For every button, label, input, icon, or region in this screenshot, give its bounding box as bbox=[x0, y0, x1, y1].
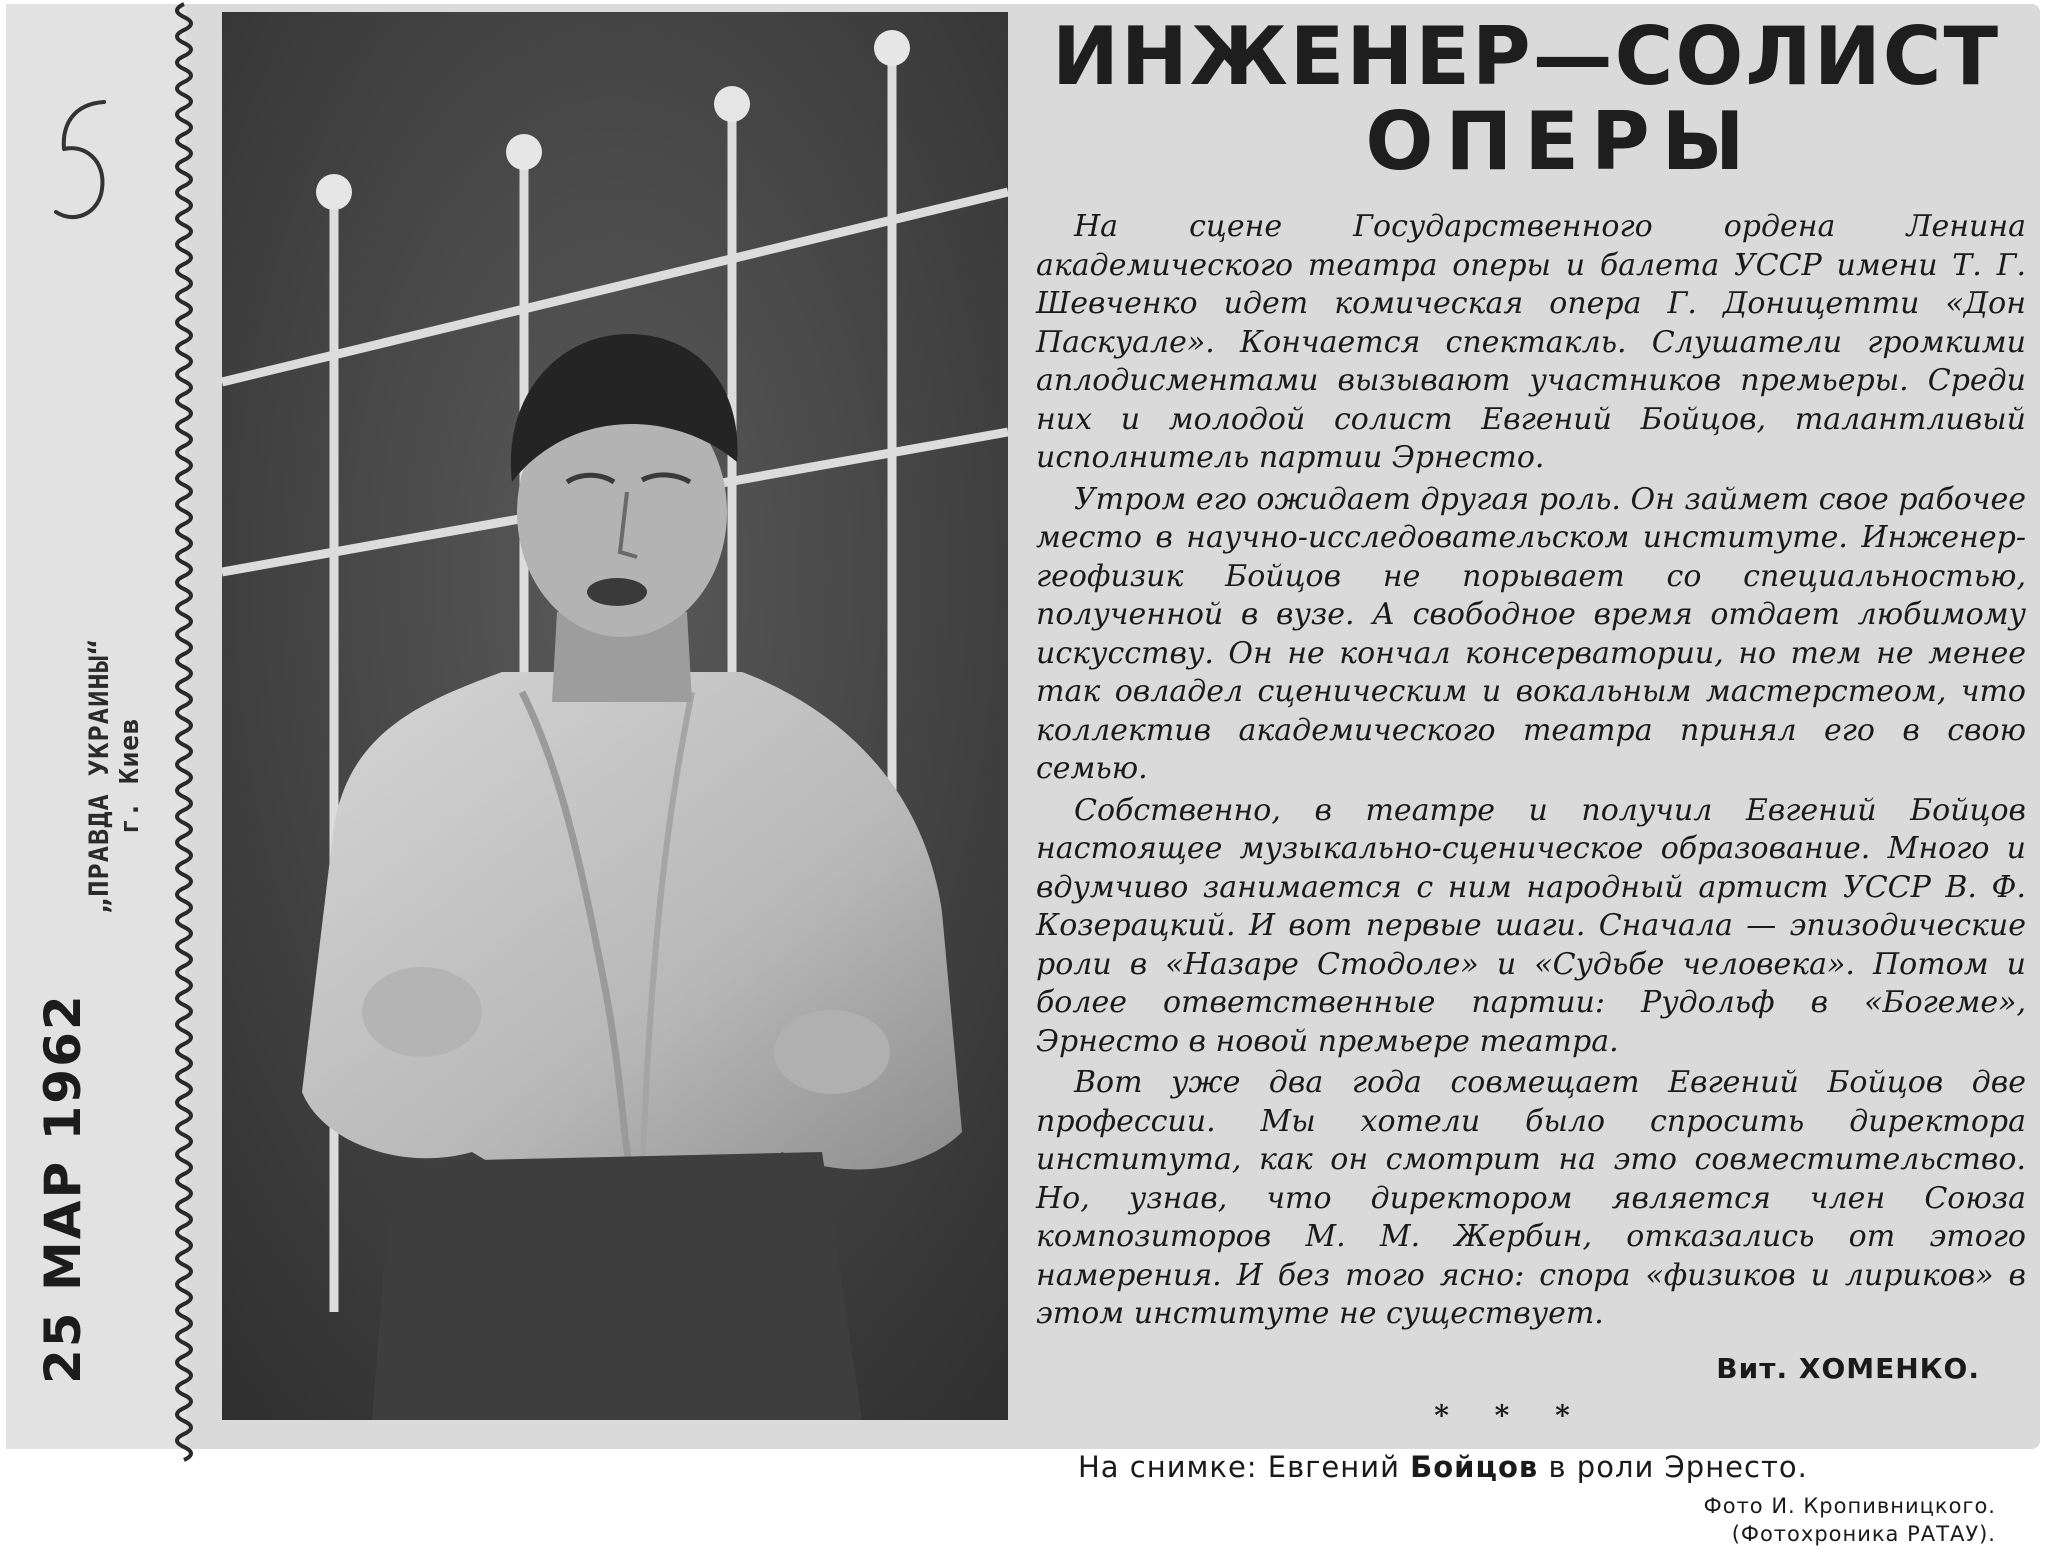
article bbox=[1036, 10, 2026, 1546]
headline-line-2: ОПЕРЫ bbox=[1365, 95, 1757, 188]
separator-stars: * * * bbox=[1434, 1398, 1588, 1432]
date-stamp: 25 МАР 1962 bbox=[34, 993, 92, 1384]
pinking-edge-icon bbox=[166, 4, 202, 1449]
credit-line-1: Фото И. Кропивницкого. bbox=[1703, 1493, 1996, 1518]
source-paper-name: „ПРАВДА УКРАИНЫ“ bbox=[84, 637, 115, 914]
paragraph-1: На сцене Государственного ордена Ленина академического театра оперы и балета УССР имени Т. Г. Шевченко идет комическая опера Г. Доницетти «Дон Паскуале». Кончается спектакль. Слушатели громкими аплодисментами вызывают участников премьеры. Среди них и молодой солист Евгений Бойцов, талантливый исполнитель партии Эрнесто. bbox=[1036, 209, 2026, 475]
photo-credit bbox=[1036, 1492, 2026, 1548]
handwritten-mark bbox=[44, 94, 124, 244]
article-body bbox=[1036, 208, 2026, 1334]
author-signature: Вит. ХОМЕНКО. bbox=[1716, 1351, 1980, 1385]
newspaper-clipping bbox=[6, 4, 2040, 1546]
caption-suffix: в роли Эрнесто. bbox=[1548, 1449, 1808, 1484]
headline-line-1: ИНЖЕНЕР—СОЛИСТ bbox=[1051, 10, 2001, 103]
paragraph-4: Вот уже два года совмещает Евгений Бойцов две профессии. Мы хотели было спросить директора института, как он смотрит на это совместительство. Но, узнав, что директором является член Союза композиторов М. М. Жербин, отказались от этого намерения. И без того ясно: спора «физиков и лириков» в этом институте не существует. bbox=[1036, 1065, 2026, 1331]
source-city: г. Киев bbox=[115, 717, 145, 834]
photo-caption bbox=[1036, 1450, 2026, 1484]
caption-prefix: На снимке: Евгений bbox=[1078, 1449, 1400, 1484]
caption-name: Бойцов bbox=[1410, 1449, 1539, 1484]
photo-illustration-icon bbox=[222, 12, 1008, 1420]
paragraph-2: Утром его ожидает другая роль. Он займет свое рабочее место в научно-исследовательском институте. Инженер-геофизик Бойцов не порывает со специальностью, полученной в вузе. А свободное время отдает любимому искусству. Он не кончал консерватории, но тем не менее так овладел сценическим и вокальным мастерстеом, что коллектив академического театра принял его в свою семью. bbox=[1036, 481, 2026, 786]
source-stamp bbox=[84, 434, 154, 914]
paragraph-3: Собственно, в театре и получил Евгений Бойцов настоящее музыкально-сценическое образование. Много и вдумчиво занимается с ним народный артист УССР В. Ф. Козерацкий. И вот первые шаги. Сначала — эпизодические роли в «Назаре Стодоле» и «Судьбе человека». Потом и более ответственные партии: Рудольф в «Богеме», Эрнесто в новой премьере театра. bbox=[1036, 792, 2026, 1059]
credit-line-2: (Фотохроника РАТАУ). bbox=[1731, 1521, 1996, 1546]
headline bbox=[1036, 10, 2026, 188]
opera-singer-photo bbox=[222, 12, 1008, 1420]
